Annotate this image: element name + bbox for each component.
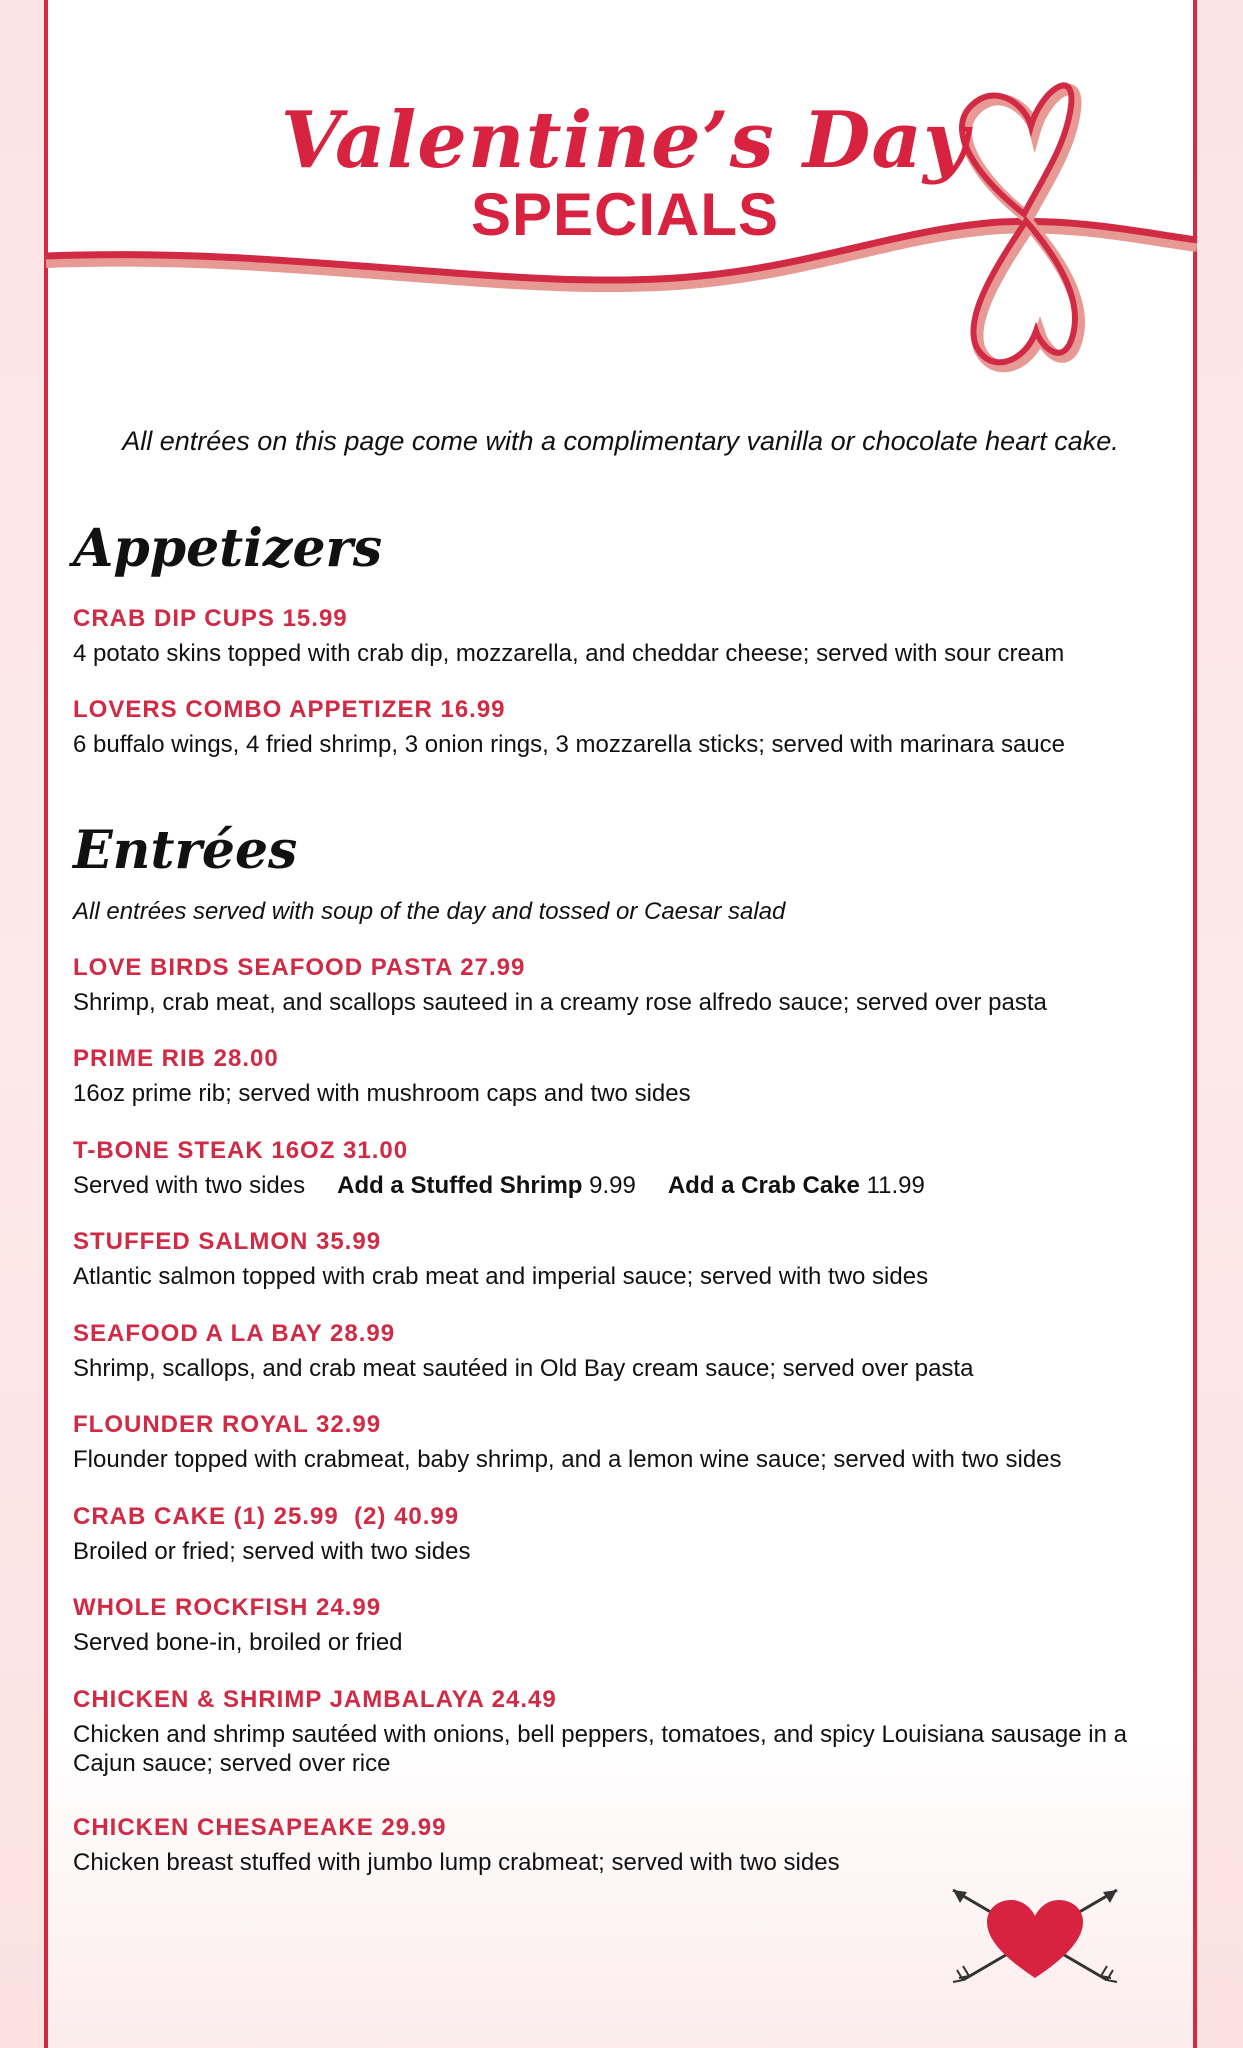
menu-item — [73, 1812, 1173, 1877]
item-name: LOVE BIRDS SEAFOOD PASTA 27.99 — [73, 954, 526, 981]
menu-item — [73, 694, 1173, 759]
menu-item — [73, 1135, 1173, 1200]
menu-item — [73, 1318, 1173, 1383]
menu-item — [73, 603, 1173, 668]
item-name: CHICKEN CHESAPEAKE 29.99 — [73, 1814, 447, 1841]
heart-arrows-icon — [945, 1880, 1125, 2000]
item-description: 4 potato skins topped with crab dip, mozzarella, and cheddar cheese; served with sour cream — [73, 640, 1065, 667]
menu-title-script: Valentine’s Day — [280, 95, 970, 186]
menu-item — [73, 1684, 1173, 1778]
item-name: LOVERS COMBO APPETIZER 16.99 — [73, 696, 506, 723]
item-description: Chicken breast stuffed with jumbo lump crabmeat; served with two sides — [73, 1849, 840, 1876]
item-description: Served bone-in, broiled or fried — [73, 1629, 403, 1656]
item-name: CRAB DIP CUPS 15.99 — [73, 605, 348, 632]
item-description: 6 buffalo wings, 4 fried shrimp, 3 onion rings, 3 mozzarella sticks; served with marinara sauce — [73, 731, 1066, 758]
entrees-heading: Entrées — [73, 820, 298, 881]
menu-item — [73, 1043, 1173, 1108]
addon-label: Add a Stuffed Shrimp — [337, 1172, 583, 1199]
menu-item — [73, 1409, 1173, 1474]
item-description: Shrimp, scallops, and crab meat sautéed in Old Bay cream sauce; served over pasta — [73, 1355, 974, 1382]
item-description: Shrimp, crab meat, and scallops sauteed in a creamy rose alfredo sauce; served over pasta — [73, 989, 1047, 1016]
item-name: PRIME RIB 28.00 — [73, 1045, 279, 1072]
menu-item — [73, 1226, 1173, 1291]
menu-title-specials: SPECIALS — [470, 181, 780, 248]
item-name: SEAFOOD A LA BAY 28.99 — [73, 1320, 396, 1347]
item-description: Chicken and shrimp sautéed with onions, bell peppers, tomatoes, and spicy Louisiana sausage in a Cajun sauce; served over rice — [73, 1721, 1127, 1777]
item-name: WHOLE ROCKFISH 24.99 — [73, 1594, 382, 1621]
entrees-note: All entrées served with soup of the day and tossed or Caesar salad — [73, 898, 786, 925]
item-description: 16oz prime rib; served with mushroom caps and two sides — [73, 1080, 691, 1107]
item-name: FLOUNDER ROYAL 32.99 — [73, 1411, 382, 1438]
menu-item — [73, 1592, 1173, 1657]
item-name: CRAB CAKE (1) 25.99 (2) 40.99 — [73, 1503, 460, 1530]
item-description — [73, 1171, 1173, 1200]
item-description-text: Served with two sides — [73, 1172, 306, 1199]
addon-label: Add a Crab Cake — [667, 1172, 860, 1199]
intro-note: All entrées on this page come with a complimentary vanilla or chocolate heart cake. — [122, 426, 1119, 456]
item-description: Flounder topped with crabmeat, baby shrimp, and a lemon wine sauce; served with two sides — [73, 1446, 1062, 1473]
menu-item — [73, 952, 1173, 1017]
addon-price: 11.99 — [866, 1172, 925, 1199]
item-name: T-BONE STEAK 16OZ 31.00 — [73, 1137, 409, 1164]
item-description: Atlantic salmon topped with crab meat and imperial sauce; served with two sides — [73, 1263, 929, 1290]
addon-price: 9.99 — [589, 1172, 636, 1199]
menu-item — [73, 1501, 1173, 1566]
item-name: CHICKEN & SHRIMP JAMBALAYA 24.49 — [73, 1686, 557, 1713]
appetizers-heading: Appetizers — [73, 518, 383, 579]
item-name: STUFFED SALMON 35.99 — [73, 1228, 382, 1255]
item-description: Broiled or fried; served with two sides — [73, 1538, 471, 1565]
